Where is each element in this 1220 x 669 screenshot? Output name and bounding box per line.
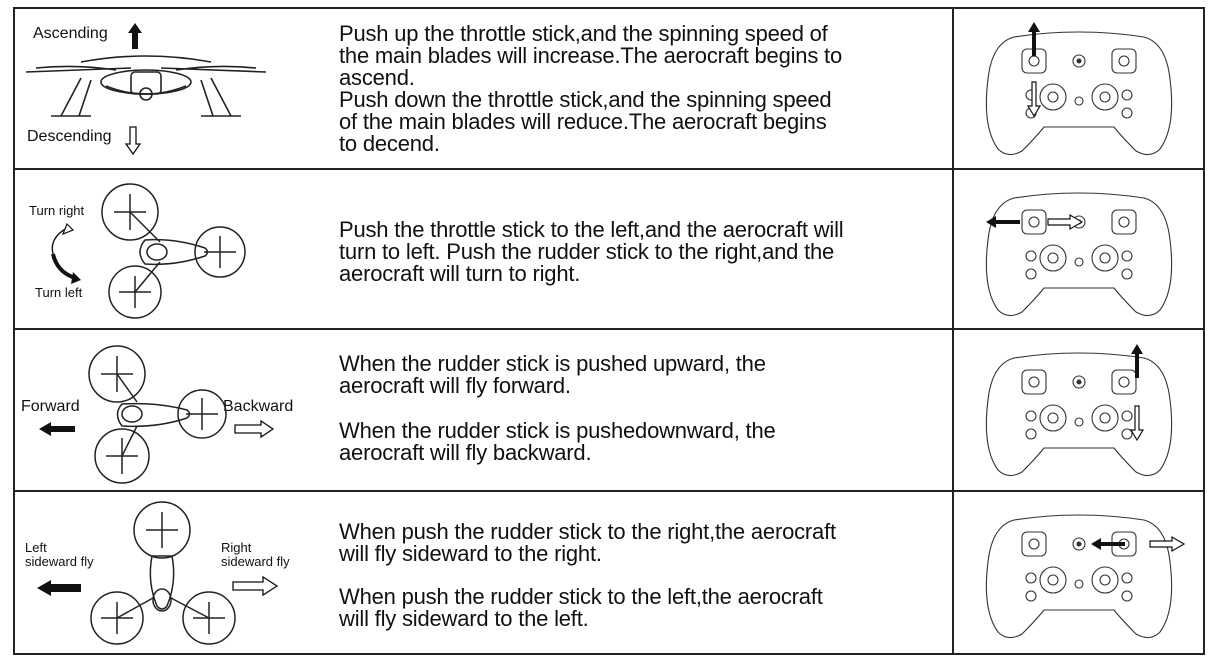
turn-right-label: Turn right [29, 203, 85, 218]
stick-left-arrow-icon [986, 216, 1020, 228]
drone-illustration-cell [15, 492, 323, 653]
text-line: Push the throttle stick to the left,and the aerocraft will [339, 217, 844, 242]
flight-instructions-table [13, 7, 1205, 655]
controller-cell [952, 492, 1203, 653]
stick-up-arrow-icon [1028, 22, 1040, 56]
text-line: aerocraft will turn to right. [339, 261, 581, 286]
forward-label: Forward [21, 398, 80, 415]
controller-diagram-icon [954, 492, 1204, 652]
text-line: the main blades will increase.The aerocraft begins to [339, 43, 843, 68]
arrow-up-icon [128, 23, 142, 49]
drone-illustration-cell [15, 170, 323, 328]
text-line: When the rudder stick is pushedownward, the [339, 418, 776, 443]
descending-label: Descending [27, 128, 112, 145]
row-ascend-descend [15, 9, 1203, 170]
description-cell [323, 330, 953, 490]
controller-cell [952, 330, 1203, 490]
text-line: of the main blades will reduce.The aerocraft begins [339, 109, 827, 134]
arrow-right-icon [235, 421, 273, 437]
controller-cell [952, 9, 1203, 168]
description-text [339, 219, 943, 285]
quadcopter-side-view-icon [21, 52, 271, 132]
turn-left-label: Turn left [35, 285, 83, 300]
quadcopter-top-view-icon [87, 500, 237, 650]
row-sideward [15, 492, 1203, 653]
controller-cell [952, 170, 1203, 328]
description-text [339, 23, 943, 155]
text-line: ascend. [339, 65, 415, 90]
text-line: When the rudder stick is pushed upward, the [339, 351, 766, 376]
description-cell [323, 492, 953, 653]
description-text [339, 353, 943, 464]
quadcopter-top-view-icon [95, 180, 245, 320]
text-line: to decend. [339, 131, 440, 156]
text-line: aerocraft will fly backward. [339, 440, 592, 465]
description-cell [323, 170, 953, 328]
text-line: aerocraft will fly forward. [339, 373, 571, 398]
text-line: will fly sideward to the left. [339, 606, 589, 631]
stick-right-arrow-icon [1150, 537, 1184, 551]
backward-label: Backward [223, 398, 294, 415]
text-line: When push the rudder stick to the right,the aerocraft [339, 519, 836, 544]
left-sideward-label-line1: Left [25, 540, 47, 555]
drone-illustration-cell [15, 9, 323, 168]
text-line: will fly sideward to the right. [339, 541, 602, 566]
stick-down-arrow-icon [1028, 82, 1040, 116]
text-line: Push up the throttle stick,and the spinning speed of [339, 21, 828, 46]
left-sideward-label-line2: sideward fly [25, 554, 94, 569]
rotate-arrows-icon [47, 224, 87, 284]
description-text [339, 521, 943, 630]
row-turn [15, 170, 1203, 330]
stick-left-arrow-icon [1091, 538, 1125, 550]
right-sideward-label-line1: Right [221, 540, 252, 555]
text-line: Push down the throttle stick,and the spinning speed [339, 87, 832, 112]
row-forward-backward [15, 330, 1203, 492]
text-line: When push the rudder stick to the left,the aerocraft [339, 584, 823, 609]
arrow-down-icon [126, 127, 140, 155]
right-sideward-label-line2: sideward fly [221, 554, 290, 569]
ascending-label: Ascending [33, 25, 108, 42]
controller-diagram-icon [954, 170, 1204, 330]
stick-up-arrow-icon [1131, 344, 1143, 378]
text-line: turn to left. Push the rudder stick to the right,and the [339, 239, 835, 264]
arrow-left-icon [39, 422, 75, 436]
arrow-left-icon [37, 580, 81, 596]
controller-diagram-icon [954, 330, 1204, 490]
drone-illustration-cell [15, 330, 323, 490]
description-cell [323, 9, 953, 168]
arrow-right-icon [233, 577, 277, 595]
stick-down-arrow-icon [1131, 406, 1143, 440]
quadcopter-top-view-icon [77, 342, 227, 487]
stick-right-arrow-icon [1048, 215, 1082, 229]
controller-diagram-icon [954, 9, 1204, 169]
